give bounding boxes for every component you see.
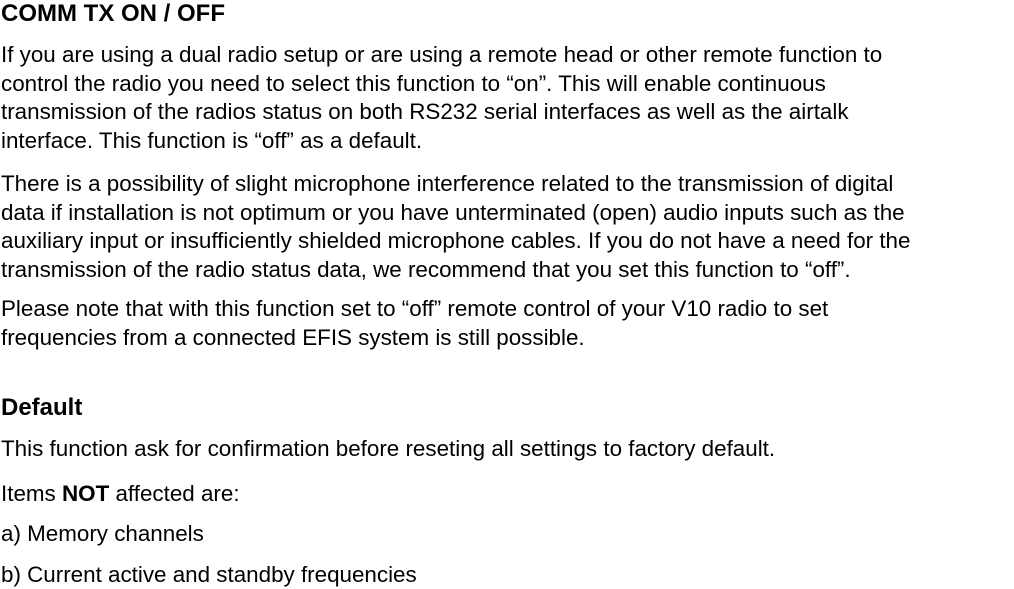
text-line: Please note that with this function set to “off” remote control of your V10 radio to set [1,296,829,321]
items-not-affected-label [1,480,240,508]
paragraph-interference-note [1,170,1013,284]
items-suffix: affected are: [115,481,240,506]
section-heading-comm-tx: COMM TX ON / OFF [1,0,225,27]
text-line: interface. This function is “off” as a default. [1,127,423,153]
text-line: control the radio you need to select this function to “on”. This will enable continuous [1,70,826,96]
paragraph-comm-tx-description [1,41,1013,155]
text-line: If you are using a dual radio setup or are using a remote head or other remote function to [1,42,883,67]
items-emphasis: NOT [61,481,110,506]
items-prefix: Items [1,481,56,506]
text-line: transmission of the radio status data, we recommend that you set this function to “off”. [1,256,851,282]
text-line: frequencies from a connected EFIS system is still possible. [1,324,585,350]
text-line: auxiliary input or insufficiently shielded microphone cables. If you do not have a need for the [1,228,911,253]
default-intro-text: This function ask for confirmation before reseting all settings to factory default. [1,436,776,461]
list-item: b) Current active and standby frequencies [1,562,417,587]
list-item: a) Memory channels [1,521,204,546]
section-heading-default: Default [1,394,83,421]
text-line: data if installation is not optimum or you have unterminated (open) audio inputs such as the [1,199,905,225]
text-line: transmission of the radios status on both RS232 serial interfaces as well as the airtalk [1,99,849,124]
text-line: There is a possibility of slight microphone interference related to the transmission of digital [1,171,894,196]
paragraph-remote-control-note [1,295,1013,352]
